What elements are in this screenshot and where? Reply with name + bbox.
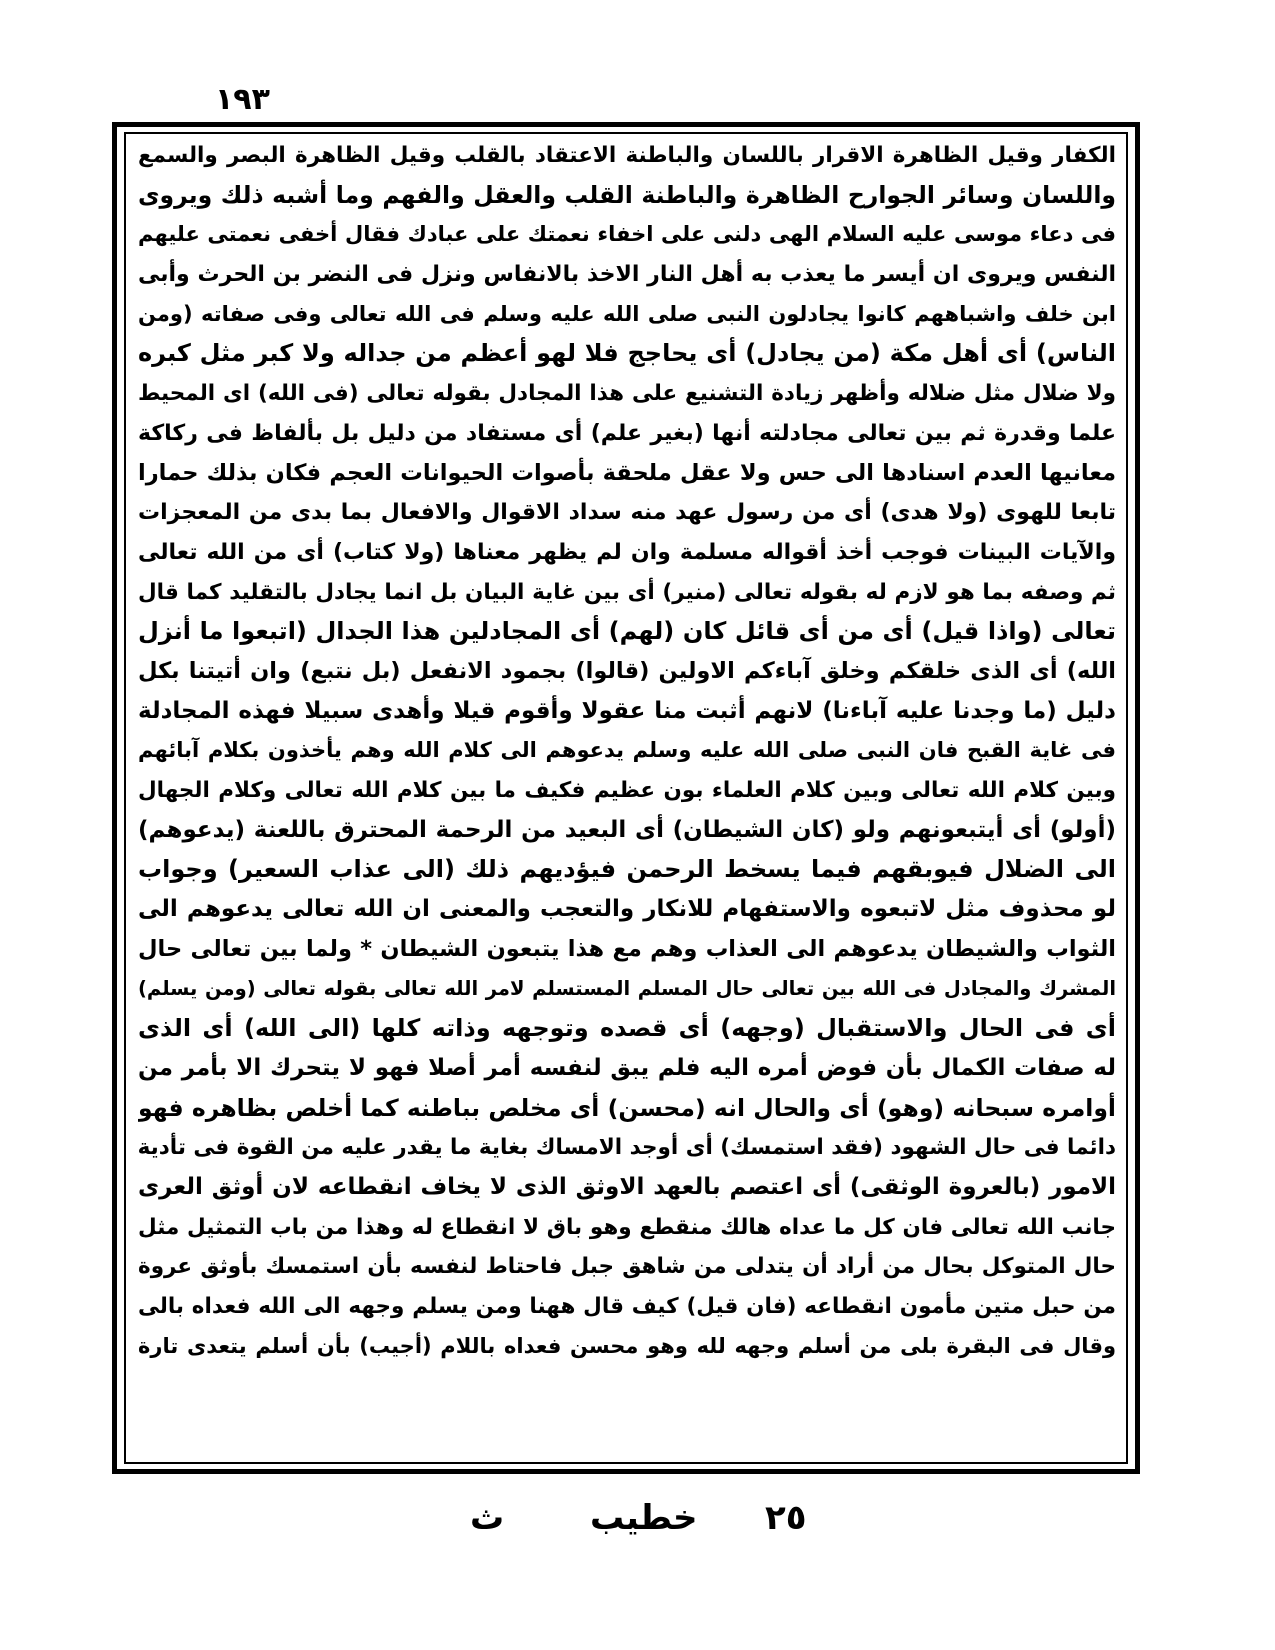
- signature-number: ٢٥: [765, 1498, 807, 1538]
- text-line: تعالى (واذا قيل) أى من أى قائل كان (لهم) أى المجادلين هذا الجدال (اتبعوا ما أنزل: [138, 617, 1116, 646]
- body-text: [138, 136, 1116, 1460]
- text-line: الله) أى الذى خلقكم وخلق آباءكم الاولين (قالوا) بجمود الانفعل (بل نتبع) وان أتيتنا بكل: [138, 657, 1116, 684]
- text-line: أوامره سبحانه (وهو) أى والحال انه (محسن) أى مخلص بباطنه كما أخلص بظاهره فهو: [138, 1093, 1116, 1122]
- text-line: وبين كلام الله تعالى وبين كلام العلماء بون عظيم فكيف ما بين كلام الله تعالى وكلام الجهال: [138, 778, 1116, 803]
- text-line: تابعا للهوى (ولا هدى) أى من رسول عهد منه سداد الاقوال والافعال بما بدى من المعجزات: [138, 500, 1116, 526]
- text-line: الكفار وقيل الظاهرة الاقرار باللسان والباطنة الاعتقاد بالقلب وقيل الظاهرة البصر والسمع: [138, 143, 1116, 168]
- text-line: دائما فى حال الشهود (فقد استمسك) أى أوجد الامساك بغاية ما يقدر عليه من القوة فى تأدية: [138, 1135, 1116, 1161]
- signature-letter: ث: [470, 1498, 505, 1538]
- text-line: لو محذوف مثل لاتبعوه والاستفهام للانكار والتعجب والمعنى ان الله تعالى يدعوهم الى: [138, 896, 1116, 923]
- text-line: من حبل متين مأمون انقطاعه (فان قيل) كيف قال ههنا ومن يسلم وجهه الى الله فعداه بالى: [138, 1293, 1116, 1319]
- signature-name: خطيب: [590, 1498, 698, 1538]
- text-line: النفس ويروى ان أيسر ما يعذب به أهل النار الاخذ بالانفاس ونزل فى النضر بن الحرث وأبى: [138, 262, 1116, 288]
- text-line: معانيها العدم اسنادها الى حس ولا عقل ملحقة بأصوات الحيوانات العجم فكان بذلك حمارا: [138, 459, 1116, 486]
- text-line: حال المتوكل بحال من أراد أن يتدلى من شاهق جبل فاحتاط لنفسه بأن استمسك بأوثق عروة: [138, 1254, 1116, 1280]
- text-line: علما وقدرة ثم بين تعالى مجادلته أنها (بغير علم) أى مستفاد من دليل بل بألفاظ فى ركاكة: [138, 420, 1116, 446]
- text-line: الناس) أى أهل مكة (من يجادل) أى يحاجج فلا لهو أعظم من جداله ولا كبر مثل كبره: [138, 339, 1116, 368]
- text-line: ابن خلف واشباههم كانوا يجادلون النبى صلى الله عليه وسلم فى الله تعالى وفى صفاته (ومن: [138, 301, 1116, 326]
- text-line: الثواب والشيطان يدعوهم الى العذاب وهم مع هذا يتبعون الشيطان * ولما بين تعالى حال: [138, 935, 1116, 962]
- text-line: والآيات البينات فوجب أخذ أقواله مسلمة وان لم يظهر معناها (ولا كتاب) أى من الله تعالى: [138, 539, 1116, 565]
- text-line: ولا ضلال مثل ضلاله وأظهر زيادة التشنيع على هذا المجادل بقوله تعالى (فى الله) اى المحيط: [138, 381, 1116, 407]
- text-line: وقال فى البقرة بلى من أسلم وجهه لله وهو محسن فعداه باللام (أجيب) بأن أسلم يتعدى تارة: [138, 1333, 1116, 1358]
- text-line: الامور (بالعروة الوثقى) أى اعتصم بالعهد الاوثق الذى لا يخاف انقطاعه لان أوثق العرى: [138, 1173, 1116, 1200]
- text-line: له صفات الكمال بأن فوض أمره اليه فلم يبق لنفسه أمر أصلا فهو لا يتحرك الا بأمر من: [138, 1054, 1116, 1081]
- text-line: الى الضلال فيوبقهم فيما يسخط الرحمن فيؤديهم ذلك (الى عذاب السعير) وجواب: [138, 855, 1116, 884]
- page-number: ١٩٣: [215, 82, 270, 117]
- text-line: ثم وصفه بما هو لازم له بقوله تعالى (منير) أى بين غاية البيان بل انما يجادل بالتقليد كما قال: [138, 579, 1116, 605]
- text-line: المشرك والمجادل فى الله بين تعالى حال المسلم المستسلم لامر الله تعالى بقوله تعالى (ومن يسلم): [138, 977, 1116, 1001]
- text-line: فى دعاء موسى عليه السلام الهى دلنى على اخفاء نعمتك على عبادك فقال أخفى نعمتى عليهم: [138, 222, 1116, 247]
- page-footer: [0, 1498, 1275, 1558]
- text-line: (أولو) أى أيتبعونهم ولو (كان الشيطان) أى البعيد من الرحمة المحترق باللعنة (يدعوهم): [138, 816, 1116, 843]
- text-line: دليل (ما وجدنا عليه آباءنا) لانهم أثبت منا عقولا وأقوم قيلا وأهدى سبيلا فهذه المجادلة: [138, 697, 1116, 724]
- text-line: جانب الله تعالى فان كل ما عداه هالك منقطع وهو باق لا انقطاع له وهذا من باب التمثيل مثل: [138, 1214, 1116, 1240]
- text-line: أى فى الحال والاستقبال (وجهه) أى قصده وتوجهه وذاته كلها (الى الله) أى الذى: [138, 1014, 1116, 1043]
- text-line: فى غاية القبح فان النبى صلى الله عليه وسلم يدعوهم الى كلام الله وهم يأخذون بكلام آبائهم: [138, 738, 1116, 763]
- text-line: واللسان وسائر الجوارح الظاهرة والباطنة القلب والعقل والفهم وما أشبه ذلك ويروى: [138, 180, 1116, 209]
